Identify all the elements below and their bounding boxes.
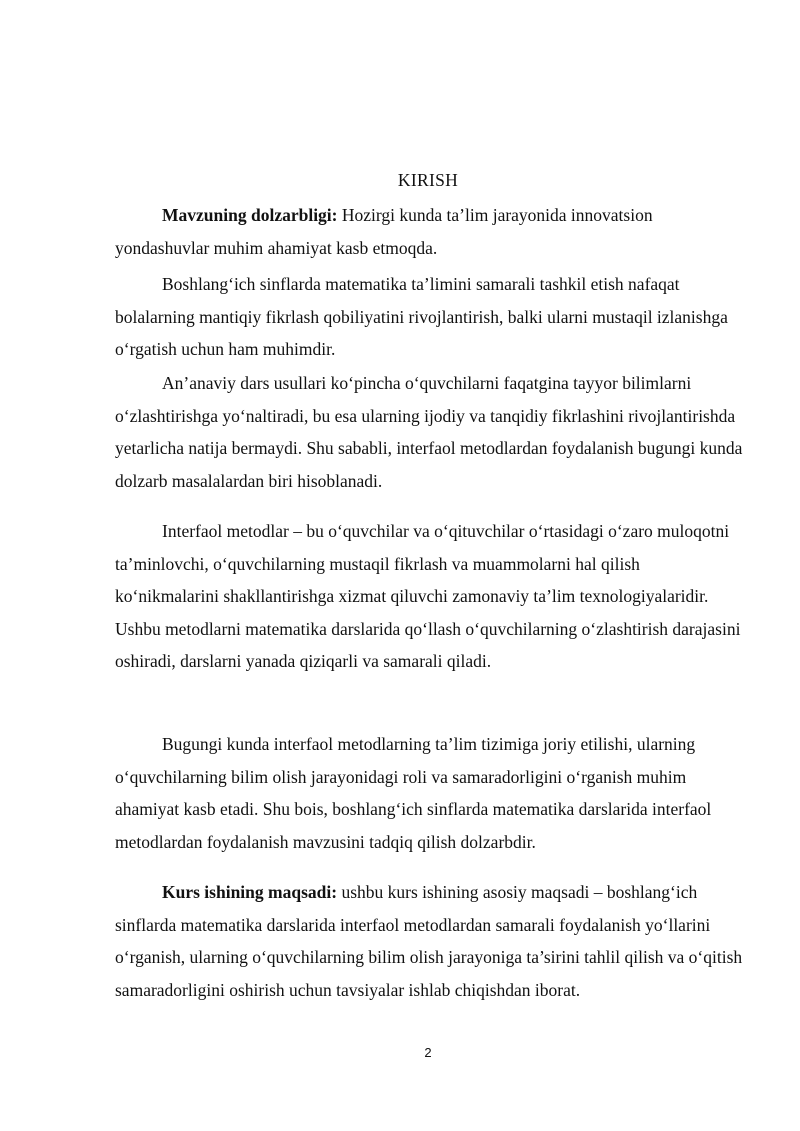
paragraph-text: Interfaol metodlar – bu o‘quvchilar va o‘qituvchilar o‘rtasidagi o‘zaro muloqotni ta’minlovchi, o‘quvchilarning mustaqil fikrlash va muammolarni hal qilish ko‘nikmalarini shakllantirishga xizmat qiluvchi zamonaviy ta’lim texnologiyalaridir. Ushbu metodlarni matematika darslarida qo‘llash o‘quvchilarning o‘zlashtirish darajasini oshiradi, darslarni yanada qiziqarli va samarali qiladi. xyxy=(115,521,741,671)
section-heading: KIRISH xyxy=(397,170,459,190)
paragraph-text: ushbu kurs ishining asosiy maqsadi – boshlang‘ich sinflarda matematika darslarida interfaol metodlardan samarali foydalanish yo‘llarini o‘rganish, ularning o‘quvchilarning bilim olish jarayoniga ta’sirini tahlil qilish va o‘qitish samaradorligini oshirish uchun tavsiyalar ishlab chiqishdan iborat. xyxy=(115,882,743,1000)
paragraph-course-goal xyxy=(115,876,745,1006)
paragraph-lead-bold: Kurs ishining maqsadi: xyxy=(162,882,338,902)
paragraph-primary-math xyxy=(115,268,745,366)
paragraph-text: Hozirgi kunda ta’lim jarayonida innovatsion yondashuvlar muhim ahamiyat kasb etmoqda. xyxy=(115,205,653,258)
paragraph-interactive-methods xyxy=(115,515,745,678)
paragraph-text: Bugungi kunda interfaol metodlarning ta’lim tizimiga joriy etilishi, ularning o‘quvchilarning bilim olish jarayonidagi roli va samaradorligini o‘rganish muhim ahamiyat kasb etadi. Shu bois, boshlang‘ich sinflarda matematika darslarida interfaol metodlardan foydalanish mavzusini tadqiq qilish dolzarbdir. xyxy=(115,734,712,852)
paragraph-traditional-methods xyxy=(115,367,745,497)
paragraph-lead-bold: Mavzuning dolzarbligi: xyxy=(162,205,338,225)
paragraph-text: Boshlang‘ich sinflarda matematika ta’limini samarali tashkil etish nafaqat bolalarning mantiqiy fikrlash qobiliyatini rivojlantirish, balki ularni mustaqil izlanishga o‘rgatish uchun ham muhimdir. xyxy=(115,274,728,359)
paragraph-relevance xyxy=(115,199,745,264)
page-number: 2 xyxy=(424,1045,432,1060)
paragraph-current-importance xyxy=(115,728,745,858)
paragraph-text: An’anaviy dars usullari ko‘pincha o‘quvchilarni faqatgina tayyor bilimlarni o‘zlashtirishga yo‘naltiradi, bu esa ularning ijodiy va tanqidiy fikrlashini rivojlantirishda yetarlicha natija bermaydi. Shu sababli, interfaol metodlardan foydalanish bugungi kunda dolzarb masalalardan biri hisoblanadi. xyxy=(115,373,743,491)
